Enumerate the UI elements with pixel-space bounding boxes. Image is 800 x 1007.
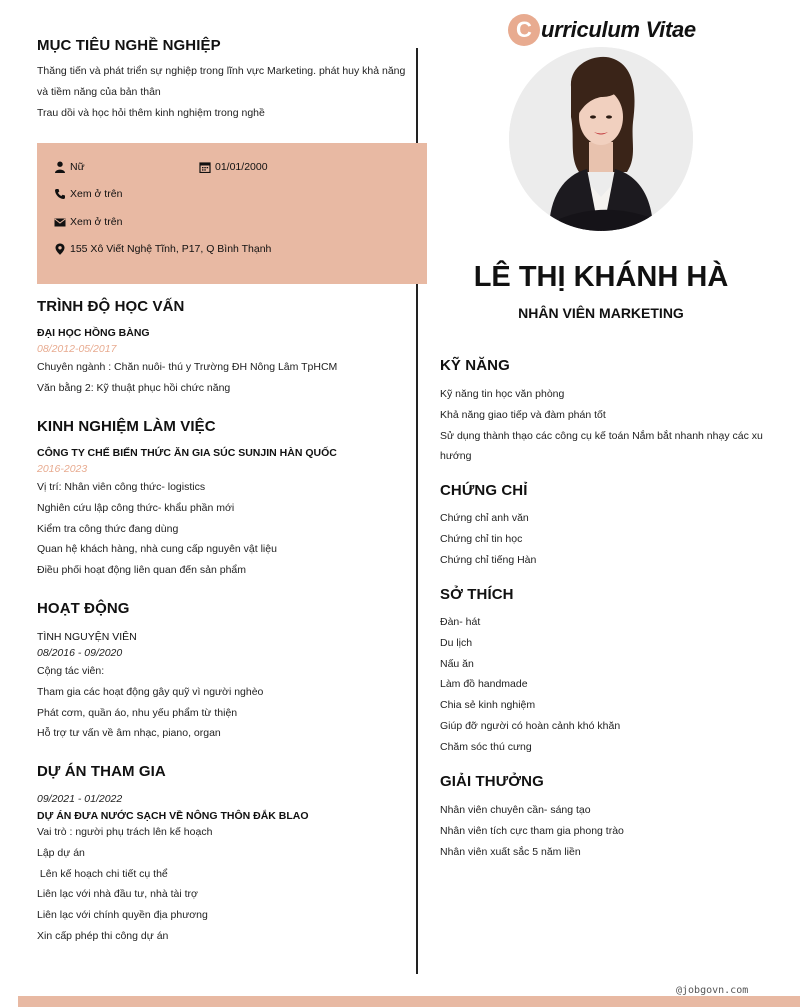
experience-line: Kiểm tra công thức đang dùng — [37, 522, 179, 535]
projects-line: Vai trò : người phụ trách lên kế hoạch — [37, 826, 213, 838]
cv-title-initial: C — [508, 14, 540, 46]
projects-heading: DỰ ÁN THAM GIA — [37, 763, 166, 780]
awards-section — [440, 773, 780, 862]
skills-heading: KỸ NĂNG — [440, 357, 510, 374]
hobby-item: Chia sẻ kinh nghiệm — [440, 699, 536, 712]
experience-heading: KINH NGHIỆM LÀM VIỆC — [37, 418, 216, 435]
dob-value: 01/01/2000 — [215, 161, 268, 173]
skills-item: hướng — [440, 450, 472, 463]
projects-line: Xin cấp phép thi công dự án — [37, 929, 169, 942]
education-school: ĐẠI HỌC HỒNG BÀNG — [37, 327, 150, 339]
candidate-role: NHÂN VIÊN MARKETING — [518, 305, 684, 321]
objective-heading: MỤC TIÊU NGHỀ NGHIỆP — [37, 37, 221, 54]
footer-bar — [18, 996, 800, 1007]
projects-line: Liên lạc với nhà đầu tư, nhà tài trợ — [37, 888, 198, 901]
education-dates: 08/2012-05/2017 — [37, 343, 117, 355]
award-item: Nhân viên tích cực tham gia phong trào — [440, 824, 624, 837]
phone-value: Xem ở trên — [70, 188, 123, 200]
education-heading: TRÌNH ĐỘ HỌC VẤN — [37, 298, 185, 315]
map-pin-icon — [54, 243, 66, 255]
portrait-illustration — [509, 47, 693, 231]
awards-heading: GIẢI THƯỞNG — [440, 773, 544, 790]
activities-section — [37, 600, 412, 744]
hobby-item: Nấu ăn — [440, 657, 474, 670]
phone-icon — [54, 188, 66, 200]
hobby-item: Du lịch — [440, 636, 473, 649]
activities-org: TÌNH NGUYỆN VIÊN — [37, 631, 137, 643]
activities-line: Tham gia các hoạt động gây quỹ vì người nghèo — [37, 685, 264, 698]
award-item: Nhân viên xuất sắc 5 năm liền — [440, 845, 581, 858]
profile-photo — [509, 47, 693, 231]
activities-line: Hỗ trợ tư vấn về âm nhạc, piano, organ — [37, 727, 221, 740]
contact-email — [54, 216, 122, 228]
skills-item: Sử dụng thành thạo các công cụ kế toán Nắm bắt nhanh nhạy các xu — [440, 429, 763, 442]
watermark: @jobgovn.com — [676, 985, 749, 996]
contact-box — [37, 143, 427, 284]
hobby-item: Làm đồ handmade — [440, 678, 528, 691]
objective-section — [37, 37, 412, 123]
hobby-item: Chăm sóc thú cưng — [440, 740, 532, 753]
projects-dates: 09/2021 - 01/2022 — [37, 793, 123, 805]
projects-line: Liên lạc với chính quyền địa phương — [37, 909, 208, 922]
contact-gender — [54, 161, 85, 173]
certificates-heading: CHỨNG CHỈ — [440, 482, 528, 499]
calendar-icon — [199, 161, 211, 173]
education-section — [37, 298, 412, 399]
experience-company: CÔNG TY CHẾ BIẾN THỨC ĂN GIA SÚC SUNJIN HÀN QUỐC — [37, 447, 337, 459]
education-line: Văn bằng 2: Kỹ thuật phục hồi chức năng — [37, 381, 231, 394]
cv-title — [508, 12, 696, 48]
candidate-name: LÊ THỊ KHÁNH HÀ — [473, 261, 729, 293]
hobby-item: Đàn- hát — [440, 616, 481, 628]
certificates-section — [440, 482, 780, 570]
award-item: Nhân viên chuyên cần- sáng tạo — [440, 804, 591, 816]
contact-phone — [54, 188, 122, 200]
skills-section — [440, 357, 780, 467]
experience-dates: 2016-2023 — [37, 463, 88, 475]
contact-dob — [199, 161, 268, 173]
experience-section — [37, 418, 412, 581]
certificate-item: Chứng chỉ tin học — [440, 532, 523, 545]
experience-line: Vị trí: Nhân viên công thức- logistics — [37, 481, 206, 493]
projects-line: Lập dự án — [37, 846, 85, 859]
gender-value: Nữ — [70, 161, 85, 173]
activities-dates: 08/2016 - 09/2020 — [37, 647, 123, 659]
education-line: Chuyên ngành : Chăn nuôi- thú y Trường ĐH Nông Lâm TpHCM — [37, 361, 338, 373]
person-icon — [54, 161, 66, 173]
email-value: Xem ở trên — [70, 216, 123, 228]
hobby-item: Giúp đỡ người có hoàn cảnh khó khăn — [440, 719, 621, 732]
hobbies-heading: SỞ THÍCH — [440, 586, 514, 603]
certificate-item: Chứng chỉ anh văn — [440, 512, 529, 524]
certificate-item: Chứng chỉ tiếng Hàn — [440, 553, 537, 566]
activities-line: Phát cơm, quần áo, nhu yếu phẩm từ thiện — [37, 706, 238, 719]
hobbies-section — [440, 586, 780, 758]
experience-line: Điều phối hoạt động liên quan đến sản phẩm — [37, 564, 246, 577]
contact-address — [54, 243, 271, 255]
objective-line: và tiềm năng của bản thân — [37, 85, 161, 98]
projects-name: DỰ ÁN ĐƯA NƯỚC SẠCH VỀ NÔNG THÔN ĐẮK BLAO — [37, 810, 309, 822]
objective-line: Thăng tiến và phát triển sự nghiệp trong lĩnh vực Marketing. phát huy khả năng — [37, 65, 406, 77]
address-value: 155 Xô Viết Nghệ Tĩnh, P17, Q Bình Thạnh — [70, 243, 272, 255]
activities-line: Cộng tác viên: — [37, 665, 105, 677]
envelope-icon — [54, 216, 66, 228]
skills-item: Kỹ năng tin học văn phòng — [440, 388, 565, 400]
projects-section — [37, 763, 412, 947]
projects-line: Lên kế hoạch chi tiết cụ thể — [37, 867, 168, 880]
cv-title-rest: urriculum Vitae — [541, 17, 696, 42]
experience-line: Nghiên cứu lập công thức- khẩu phần mới — [37, 501, 235, 514]
activities-heading: HOẠT ĐỘNG — [37, 600, 130, 617]
experience-line: Quan hệ khách hàng, nhà cung cấp nguyên vật liệu — [37, 543, 277, 556]
objective-line: Trau dồi và học hỏi thêm kinh nghiệm trong nghề — [37, 106, 265, 119]
skills-item: Khả năng giao tiếp và đàm phán tốt — [440, 408, 606, 421]
